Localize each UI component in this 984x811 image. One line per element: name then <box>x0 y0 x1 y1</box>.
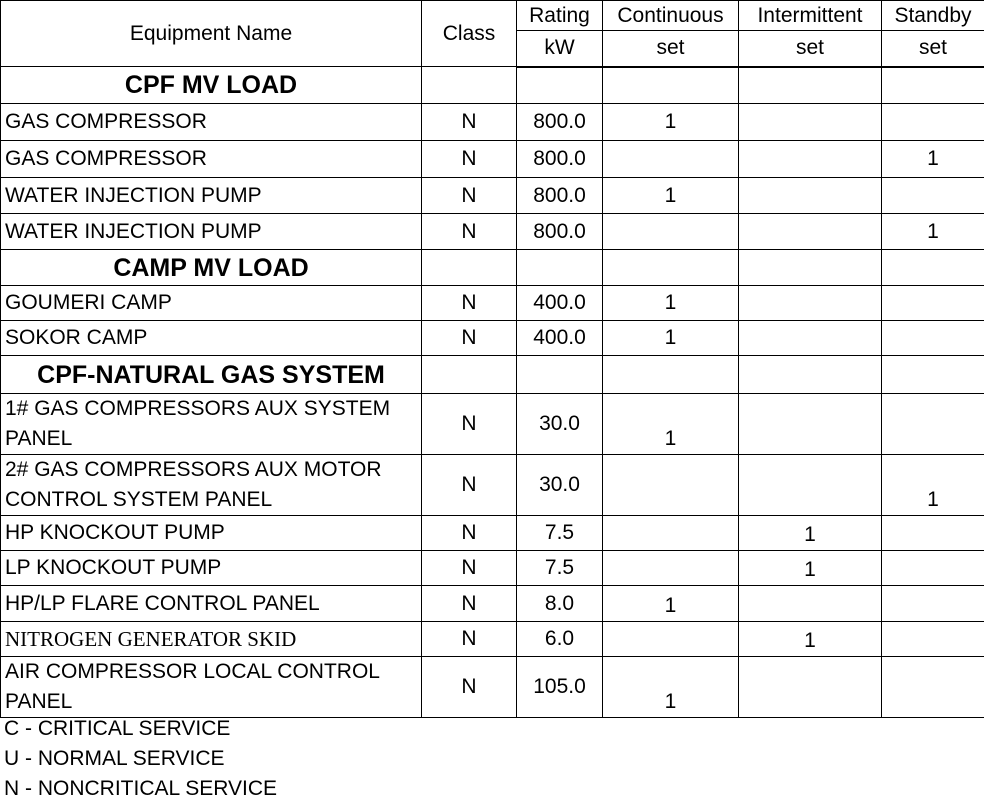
continuous-cell: 1 <box>603 178 739 214</box>
equipment-name: WATER INJECTION PUMP <box>1 178 422 214</box>
class-cell: N <box>422 286 517 321</box>
standby-cell <box>882 394 984 455</box>
standby-cell <box>882 104 984 141</box>
header-standby-unit: set <box>882 31 984 67</box>
class-cell: N <box>422 622 517 657</box>
class-cell: N <box>422 586 517 622</box>
equipment-name: GAS COMPRESSOR <box>1 141 422 178</box>
standby-cell <box>882 178 984 214</box>
equipment-name: LP KNOCKOUT PUMP <box>1 551 422 586</box>
class-cell: N <box>422 141 517 178</box>
continuous-cell <box>603 551 739 586</box>
rating-cell: 30.0 <box>517 455 603 516</box>
header-continuous-unit: set <box>603 31 739 67</box>
standby-cell: 1 <box>882 214 984 250</box>
section-title: CAMP MV LOAD <box>1 250 422 286</box>
continuous-cell: 1 <box>603 321 739 356</box>
table-row <box>1 141 984 178</box>
intermittent-cell: 1 <box>739 622 882 657</box>
continuous-cell: 1 <box>603 586 739 622</box>
rating-cell: 800.0 <box>517 214 603 250</box>
rating-cell: 6.0 <box>517 622 603 657</box>
table-row <box>1 586 984 622</box>
continuous-cell <box>603 622 739 657</box>
table-row <box>1 321 984 356</box>
header-rating-unit: kW <box>517 31 603 67</box>
header-intermittent: Intermittent <box>739 1 882 31</box>
table-row <box>1 286 984 321</box>
continuous-cell: 1 <box>603 657 739 718</box>
table-row <box>1 516 984 551</box>
header-continuous: Continuous <box>603 1 739 31</box>
standby-cell <box>882 551 984 586</box>
class-cell: N <box>422 394 517 455</box>
equipment-name: HP/LP FLARE CONTROL PANEL <box>1 586 422 622</box>
class-cell: N <box>422 551 517 586</box>
header-rating: Rating <box>517 1 603 31</box>
intermittent-cell <box>739 141 882 178</box>
section-title: CPF MV LOAD <box>1 67 422 104</box>
legend-normal: U - NORMAL SERVICE <box>4 747 225 770</box>
intermittent-cell <box>739 657 882 718</box>
intermittent-cell: 1 <box>739 551 882 586</box>
table-row <box>1 551 984 586</box>
continuous-cell: 1 <box>603 394 739 455</box>
rating-cell: 800.0 <box>517 104 603 141</box>
class-cell: N <box>422 657 517 718</box>
legend-noncritical: N - NONCRITICAL SERVICE <box>4 777 278 800</box>
class-cell: N <box>422 214 517 250</box>
equipment-name: SOKOR CAMP <box>1 321 422 356</box>
class-cell: N <box>422 516 517 551</box>
rating-cell: 7.5 <box>517 551 603 586</box>
intermittent-cell <box>739 394 882 455</box>
class-legend <box>4 714 277 804</box>
rating-cell: 8.0 <box>517 586 603 622</box>
table-row <box>1 104 984 141</box>
class-cell: N <box>422 104 517 141</box>
equipment-name: 2# GAS COMPRESSORS AUX MOTOR CONTROL SYSTEM PANEL <box>1 455 422 516</box>
equipment-name: GOUMERI CAMP <box>1 286 422 321</box>
legend-critical: C - CRITICAL SERVICE <box>4 717 231 740</box>
rating-cell: 7.5 <box>517 516 603 551</box>
equipment-name: WATER INJECTION PUMP <box>1 214 422 250</box>
standby-cell <box>882 516 984 551</box>
continuous-cell <box>603 214 739 250</box>
intermittent-cell <box>739 586 882 622</box>
rating-cell: 400.0 <box>517 321 603 356</box>
standby-cell: 1 <box>882 141 984 178</box>
table-row <box>1 394 984 455</box>
rating-cell: 800.0 <box>517 178 603 214</box>
standby-cell: 1 <box>882 455 984 516</box>
continuous-cell: 1 <box>603 104 739 141</box>
continuous-cell <box>603 516 739 551</box>
section-title: CPF-NATURAL GAS SYSTEM <box>1 356 422 394</box>
intermittent-cell <box>739 286 882 321</box>
header-intermittent-unit: set <box>739 31 882 67</box>
header-equipment-name: Equipment Name <box>1 1 422 67</box>
continuous-cell <box>603 141 739 178</box>
equipment-name: 1# GAS COMPRESSORS AUX SYSTEM PANEL <box>1 394 422 455</box>
equipment-name: AIR COMPRESSOR LOCAL CONTROL PANEL <box>1 657 422 718</box>
intermittent-cell <box>739 455 882 516</box>
continuous-cell <box>603 455 739 516</box>
equipment-name: GAS COMPRESSOR <box>1 104 422 141</box>
class-cell: N <box>422 455 517 516</box>
table-row <box>1 622 984 657</box>
header-standby: Standby <box>882 1 984 31</box>
intermittent-cell <box>739 178 882 214</box>
table-row <box>1 657 984 718</box>
table-row <box>1 178 984 214</box>
class-cell: N <box>422 321 517 356</box>
standby-cell <box>882 622 984 657</box>
standby-cell <box>882 657 984 718</box>
intermittent-cell <box>739 321 882 356</box>
intermittent-cell <box>739 104 882 141</box>
table-row <box>1 455 984 516</box>
table-row <box>1 214 984 250</box>
rating-cell: 30.0 <box>517 394 603 455</box>
standby-cell <box>882 586 984 622</box>
rating-cell: 400.0 <box>517 286 603 321</box>
equipment-name: NITROGEN GENERATOR SKID <box>1 622 422 657</box>
header-class: Class <box>422 1 517 67</box>
standby-cell <box>882 321 984 356</box>
intermittent-cell: 1 <box>739 516 882 551</box>
continuous-cell: 1 <box>603 286 739 321</box>
equipment-name: HP KNOCKOUT PUMP <box>1 516 422 551</box>
rating-cell: 105.0 <box>517 657 603 718</box>
standby-cell <box>882 286 984 321</box>
rating-cell: 800.0 <box>517 141 603 178</box>
class-cell: N <box>422 178 517 214</box>
intermittent-cell <box>739 214 882 250</box>
